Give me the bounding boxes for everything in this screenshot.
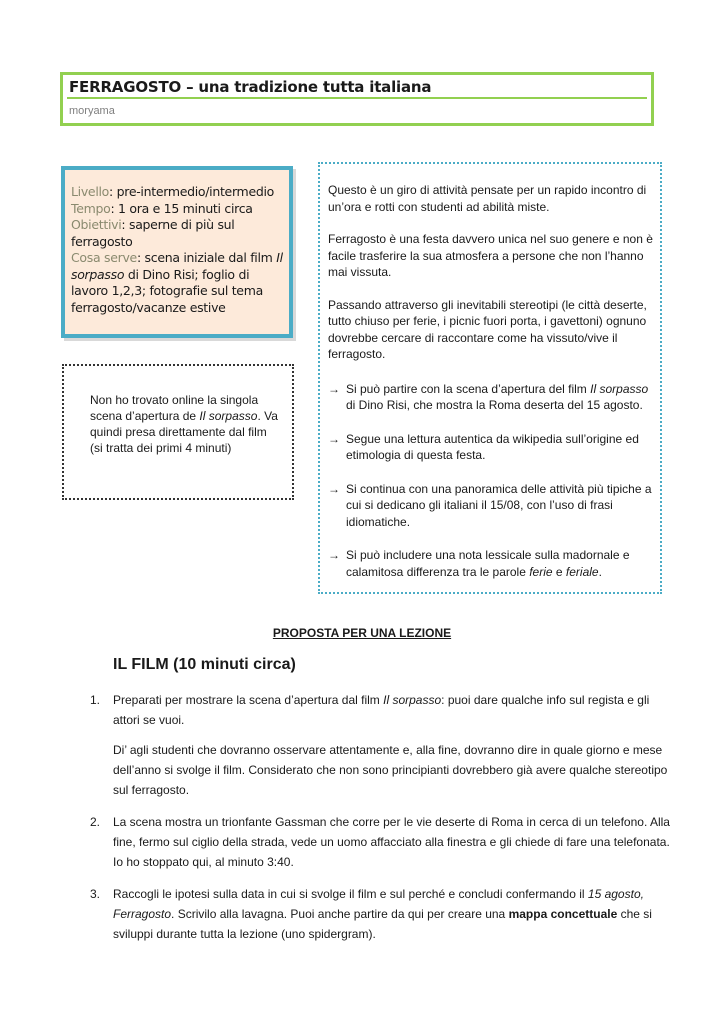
description-paragraph: Questo è un giro di attività pensate per un rapido incontro di un’ora e rotti con studenti ad abilità miste. [328,183,647,214]
film-note-text [90,392,280,456]
lesson-info-box [61,166,293,338]
time-label: Tempo [71,200,111,216]
level-label: Livello [71,184,110,199]
description-text [328,182,658,597]
step-text: Di’ agli studenti che dovranno osservare attentamente e, alla fine, dovranno dire in quale giorno e mese dell’anno si svolge il film. Considerato che non sono principianti dovrebbero già avere qualche stereotipo sul ferragosto. [113,743,668,797]
description-bullet [328,431,658,464]
author-name: moryama [69,105,115,117]
level-value: : pre-intermedio/intermedio [109,184,274,199]
title-divider [67,97,647,99]
arrow-icon: → [328,431,340,446]
bullet-word-ferie: ferie [529,564,553,579]
step-bold-term: mappa concettuale [508,907,618,921]
lesson-info-text [71,184,285,316]
bullet-text: Segue una lettura autentica da wikipedia sull’origine ed etimologia di questa festa. [346,431,639,462]
film-note-part-2: . Va quindi presa direttamente dal film (si tratta dei primi 4 minuti) [90,409,278,455]
description-bullet [328,547,658,580]
bullet-text: . [598,564,602,579]
step-text-part: : puoi dare qualche info sul regista e gli attori se vuoi. [113,693,650,727]
arrow-icon: → [328,381,340,396]
materials-film-title: Il sorpasso [71,250,283,282]
document-title: FERRAGOSTO – una tradizione tutta italiana [69,78,432,96]
title-box [60,72,654,126]
film-note-part-1: Non ho trovato online la singola scena d’apertura de [90,393,259,423]
objectives-value: : saperne di più sul ferragosto [71,217,235,249]
step-text: La scena mostra un trionfante Gassman che corre per le vie deserte di Roma in cerca di un telefono. Alla fine, fermo sul ciglio della strada, vede un uomo affacciato alla finestra e gli chiede di fare una telefonata. Io ho stoppato qui, al minuto 3:40. [113,815,670,869]
film-note-title: Il sorpasso [199,409,258,423]
bullet-word-feriale: feriale [565,564,599,579]
step-text [113,884,670,944]
description-bullet [328,481,658,531]
step-number: 1. [90,693,101,707]
step-text [113,690,670,730]
step-text-part: che si sviluppi durante tutta la lezione (uno spidergram). [113,907,652,941]
arrow-icon: → [328,481,340,496]
description-box [318,162,662,594]
time-value: : 1 ora e 15 minuti circa [110,200,253,216]
bullet-text: Si continua con una panoramica delle attività più tipiche a cui si dedicano gli italiani il 15/08, con l’uso di frasi idiomatiche. [346,481,652,529]
step-number: 2. [90,815,101,829]
description-paragraph: Passando attraverso gli inevitabili stereotipi (le città deserte, tutto chiuso per ferie, i picnic fuori porta, i gavettoni) ognuno dovrebbe cercare di raccontare come ha vissuto/vive il ferragosto. [328,297,647,361]
lesson-step [90,812,670,872]
step-number: 3. [90,887,101,901]
description-paragraph: Ferragosto è una festa davvero unica nel suo genere e non è facile trasferire la sua atmosfera a persone che non l’hanno mai vissuta. [328,232,653,279]
step-text-part: . Scrivilo alla lavagna. Puoi anche partire da qui per creare una [171,907,509,921]
lesson-heading: PROPOSTA PER UNA LEZIONE [272,626,452,640]
lesson-step [90,690,670,800]
bullet-text: Si può partire con la scena d’apertura del film [346,381,591,396]
materials-value-1: : scena iniziale dal film [136,250,277,265]
lesson-step [90,884,670,944]
bullet-film-title: Il sorpasso [590,381,649,396]
description-bullet [328,381,658,414]
lesson-steps [90,690,670,956]
materials-value-2: di Dino Risi; foglio di lavoro 1,2,3; fotografie sul tema ferragosto/vacanze estive [71,266,263,315]
step-date: 15 agosto, Ferragosto [113,887,644,921]
bullet-text: e [552,564,566,579]
materials-label: Cosa serve [71,250,137,265]
film-section-heading: IL FILM (10 minuti circa) [113,656,296,673]
film-note-box [62,364,294,500]
bullet-text: di Dino Risi, che mostra la Roma deserta del 15 agosto. [346,398,643,412]
step-text-part: Raccogli le ipotesi sulla data in cui si svolge il film e sul perché e concludi confermando il [113,887,588,901]
step-text-part: Preparati per mostrare la scena d’apertura dal film [113,693,384,707]
arrow-icon: → [328,548,340,562]
bullet-text: Si può includere una nota lessicale sulla madornale e calamitosa differenza tra le parole [346,548,630,579]
step-film-title: Il sorpasso [383,693,442,707]
objectives-label: Obiettivi [71,217,122,232]
